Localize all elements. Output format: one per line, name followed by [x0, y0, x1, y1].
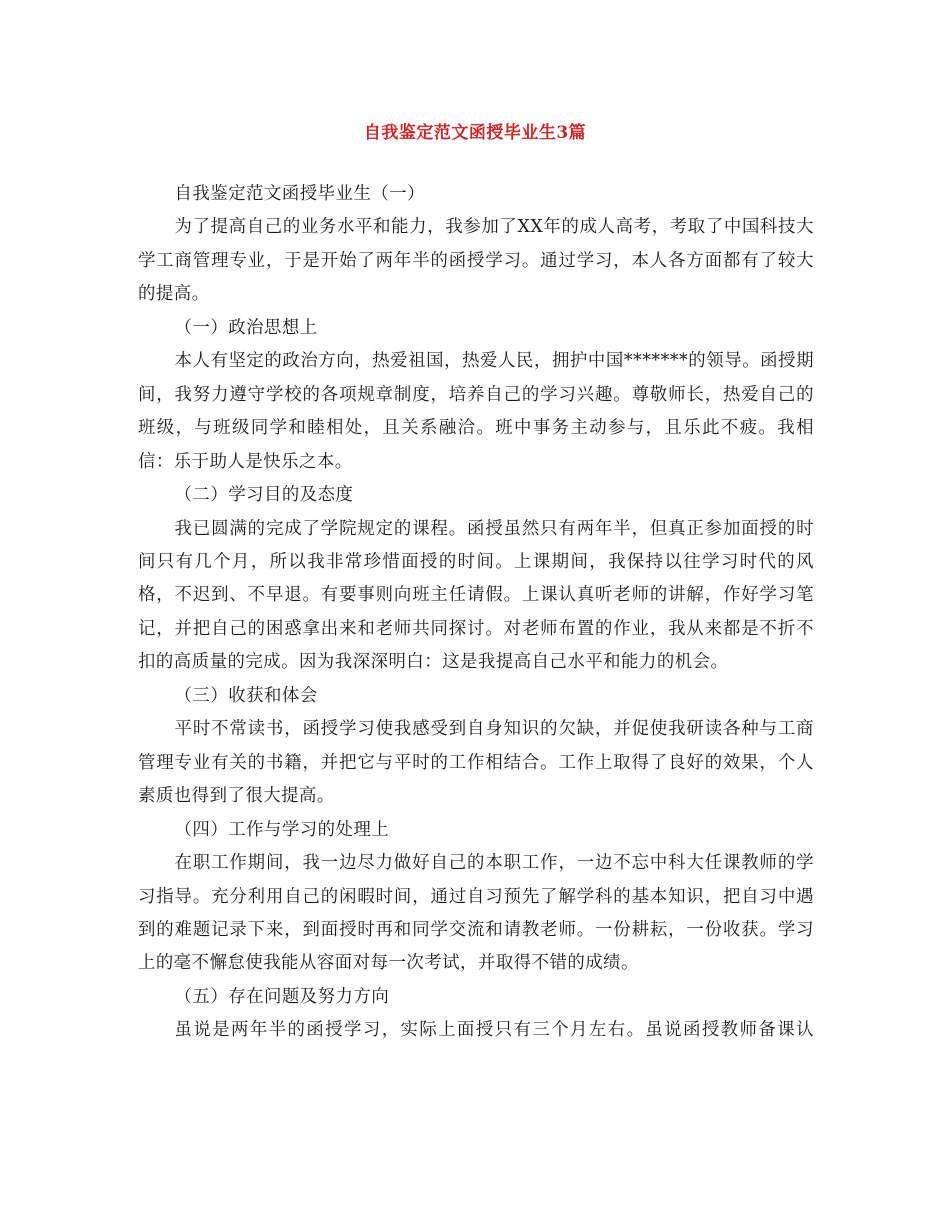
paragraph: 平时不常读书，函授学习使我感受到自身知识的欠缺，并促使我研读各种与工商管理专业有关的书籍，并把它与平时的工作相结合。工作上取得了良好的效果，个人素质也得到了很大提高。 — [138, 719, 814, 807]
document-title: 自我鉴定范文函授毕业生3篇 — [363, 123, 587, 143]
paragraph: 在职工作期间，我一边尽力做好自己的本职工作，一边不忘中科大任课教师的学习指导。充分利用自己的闲暇时间，通过自习预先了解学科的基本知识，把自习中遇到的难题记录下来，到面授时再和同学交流和请教老师。一份耕耘，一份收获。学习上的毫不懈怠使我能从容面对每一次考试，并取得不错的成绩。 — [138, 853, 814, 974]
paragraph: 本人有坚定的政治方向，热爱祖国，热爱人民，拥护中国*******的领导。函授期间，我努力遵守学校的各项规章制度，培养自己的学习兴趣。尊敬师长，热爱自己的班级，与班级同学和睦相处，且关系融洽。班中事务主动参与，且乐此不疲。我相信：乐于助人是快乐之本。 — [138, 351, 814, 472]
section-heading: （一）政治思想上 — [174, 317, 318, 338]
document-body — [138, 178, 814, 1048]
paragraph: 虽说是两年半的函授学习，实际上面授只有三个月左右。虽说函授教师备课认 — [174, 1020, 814, 1041]
section-heading: （四）工作与学习的处理上 — [174, 819, 390, 840]
section-heading: （三）收获和体会 — [174, 685, 318, 706]
paragraph: 为了提高自己的业务水平和能力，我参加了XX年的成人高考，考取了中国科技大学工商管理专业，于是开始了两年半的函授学习。通过学习，本人各方面都有了较大的提高。 — [138, 217, 814, 305]
paragraph: 我已圆满的完成了学院规定的课程。函授虽然只有两年半，但真正参加面授的时间只有几个月，所以我非常珍惜面授的时间。上课期间，我保持以往学习时代的风格，不迟到、不早退。有要事则向班主任请假。上课认真听老师的讲解，作好学习笔记，并把自己的困惑拿出来和老师共同探讨。对老师布置的作业，我从来都是不折不扣的高质量的完成。因为我深深明白：这是我提高自己水平和能力的机会。 — [138, 518, 814, 673]
section-heading: （二）学习目的及态度 — [174, 485, 354, 506]
section-subtitle: 自我鉴定范文函授毕业生（一） — [174, 184, 426, 204]
section-heading: （五）存在问题及努力方向 — [174, 986, 390, 1007]
